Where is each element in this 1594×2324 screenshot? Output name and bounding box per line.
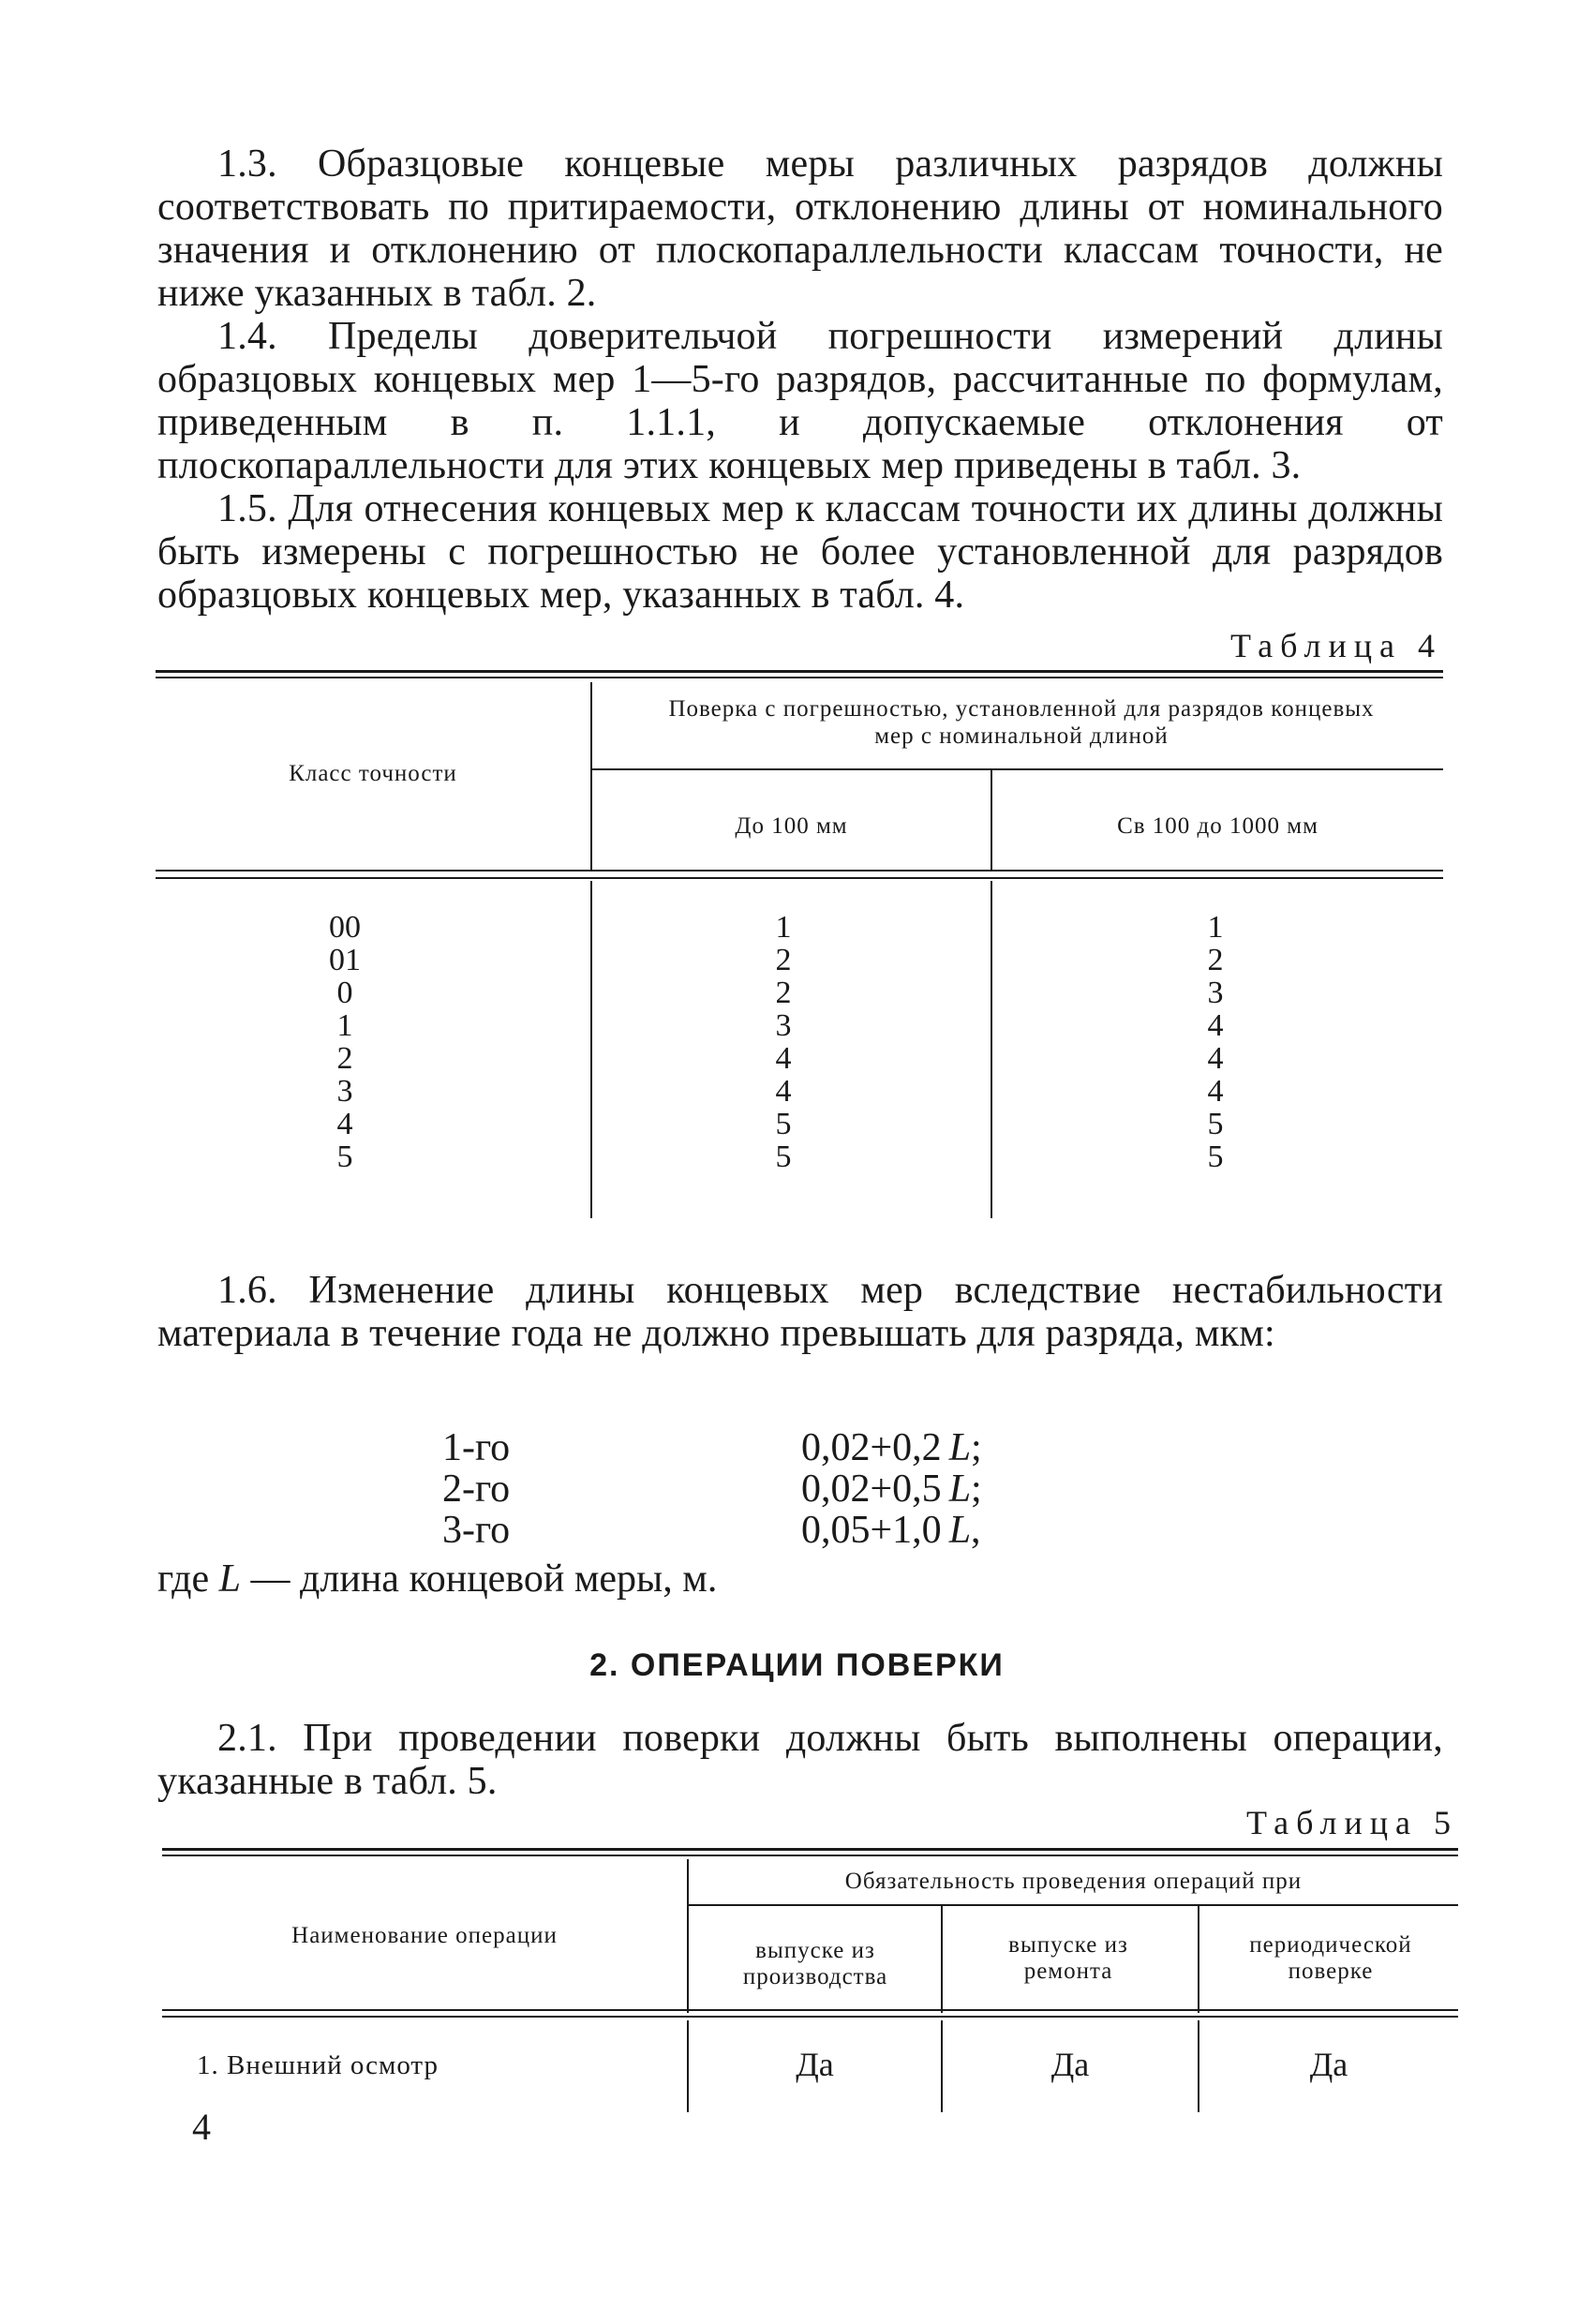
table5-row-release: Да	[796, 2046, 834, 2083]
table5-col-periodic-header: периодической поверке	[1249, 1932, 1412, 1984]
table4-class-column	[307, 911, 382, 1173]
table4-class-cell: 00	[329, 910, 361, 945]
table4-top-rule-2	[156, 677, 1443, 678]
table5-group-header: Обязательность проведения операций при	[844, 1869, 1303, 1894]
table4-to100-cell: 2	[775, 976, 792, 1010]
formula-variable: L	[948, 1509, 972, 1552]
formula-tail: ,	[971, 1509, 981, 1552]
table5-col-release-header: выпуске из производства	[742, 1938, 888, 1989]
table4-class-cell: 01	[329, 943, 361, 977]
formula-expression	[801, 1509, 981, 1552]
paragraph-2-1: 2.1. При проведении поверки должны быть выполнены операции, указанные в табл. 5.	[157, 1717, 1443, 1803]
formula-grade: 2-го	[442, 1467, 511, 1511]
table4-class-cell: 1	[336, 1008, 353, 1043]
table4-100-1000-cell: 2	[1207, 943, 1224, 977]
table5-col-repair-header: выпуске из ремонта	[1008, 1932, 1128, 1984]
table4-to100-cell: 4	[775, 1074, 792, 1109]
table4-group-header: Поверка с погрешностью, установленной для разрядов концевых мер с номинальной длиной	[668, 696, 1375, 749]
formula-grade: 3-го	[442, 1509, 511, 1552]
table4-100-1000-column	[1178, 911, 1253, 1173]
formula-expr: 0,05+1,0	[801, 1509, 942, 1552]
formula-variable: L	[948, 1426, 972, 1469]
table5-header-rule-2	[162, 2016, 1458, 2018]
where-prefix: где	[157, 1557, 219, 1601]
table5-row-periodic: Да	[1309, 2046, 1348, 2083]
paragraph-1-6: 1.6. Изменение длины концевых мер вследствие нестабильности материала в течение года не должно превышать для разряда, мкм:	[157, 1269, 1443, 1355]
table4-to100-column	[746, 911, 821, 1173]
table4-caption: Таблица 4	[1230, 627, 1442, 664]
section2-heading: 2. ОПЕРАЦИИ ПОВЕРКИ	[589, 1647, 1005, 1683]
table4-header-rule-2	[156, 877, 1443, 879]
formula-tail: ;	[971, 1426, 982, 1469]
table4-col-100-1000-header: Св 100 до 1000 мм	[1117, 813, 1318, 839]
table4-class-cell: 5	[336, 1140, 353, 1174]
formula-expression	[801, 1467, 982, 1511]
table4-group-rule	[590, 768, 1443, 770]
table4-100-1000-cell: 4	[1207, 1041, 1224, 1076]
formula-grade: 1-го	[442, 1426, 511, 1469]
table4-to100-cell: 4	[775, 1041, 792, 1076]
table5-divider-2	[1198, 1906, 1199, 2013]
table5-top-rule	[162, 1848, 1458, 1851]
table5-row-repair: Да	[1050, 2046, 1090, 2083]
table4-to100-cell: 2	[775, 943, 792, 977]
table5-header-rule	[162, 2009, 1458, 2011]
table4-to100-cell: 1	[775, 910, 792, 945]
table4-100-1000-cell: 4	[1207, 1008, 1224, 1043]
table4-top-rule	[156, 670, 1443, 673]
paragraph-1-4: 1.4. Пределы доверительчой погрешности измерений длины образцовых концевых мер 1—5-го разрядов, рассчитанные по формулам, приведенным в п. 1.1.1, и допускаемые отклонения от плоскопараллельности для этих концевых мер приведены в табл. 3.	[157, 315, 1443, 487]
table4-col-to100-header: До 100 мм	[735, 813, 848, 839]
table5-top-rule-2	[162, 1855, 1458, 1856]
table4-100-1000-cell: 5	[1207, 1140, 1224, 1174]
page-number: 4	[192, 2106, 211, 2148]
table4-class-cell: 4	[336, 1107, 353, 1141]
table5-group-rule	[687, 1904, 1458, 1906]
table4-class-cell: 2	[336, 1041, 353, 1076]
where-variable: L	[218, 1557, 242, 1601]
table4-100-1000-cell: 3	[1207, 976, 1224, 1010]
table4-class-cell: 3	[336, 1074, 353, 1109]
formula-expression	[801, 1426, 982, 1469]
where-line	[157, 1557, 717, 1601]
table5-divider-1	[941, 1906, 943, 2013]
table4-to100-cell: 3	[775, 1008, 792, 1043]
formula-expr: 0,02+0,5	[801, 1467, 942, 1511]
table4-100-1000-cell: 1	[1207, 910, 1224, 945]
table4-col-class-header: Класс точности	[289, 761, 457, 786]
formula-tail: ;	[971, 1467, 982, 1511]
table5-col-name-header: Наименование операции	[291, 1923, 558, 1948]
table4-class-cell: 0	[336, 976, 353, 1010]
paragraph-1-3: 1.3. Образцовые концевые меры различных разрядов должны соответствовать по притираемости, отклонению длины от номинального значения и отклонению от плоскопараллельности классам точности, не ниже указанных в табл. 2.	[157, 142, 1443, 315]
table5-caption: Таблица 5	[1246, 1804, 1458, 1841]
table4-to100-cell: 5	[775, 1140, 792, 1174]
where-rest: — длина концевой меры, м.	[241, 1557, 718, 1601]
table5-row-name: 1. Внешний осмотр	[197, 2050, 439, 2080]
table4-to100-cell: 5	[775, 1107, 792, 1141]
formula-variable: L	[948, 1467, 972, 1511]
table4-body-divider-2	[991, 881, 992, 1218]
paragraph-1-5: 1.5. Для отнесения концевых мер к классам точности их длины должны быть измерены с погрешностью не более установленной для разрядов образцовых концевых мер, указанных в табл. 4.	[157, 487, 1443, 617]
table4-divider-class	[590, 682, 592, 870]
formula-expr: 0,02+0,2	[801, 1426, 942, 1469]
table4-100-1000-cell: 4	[1207, 1074, 1224, 1109]
table4-header-rule	[156, 870, 1443, 872]
table4-body-divider-1	[590, 881, 592, 1218]
table4-100-1000-cell: 5	[1207, 1107, 1224, 1141]
